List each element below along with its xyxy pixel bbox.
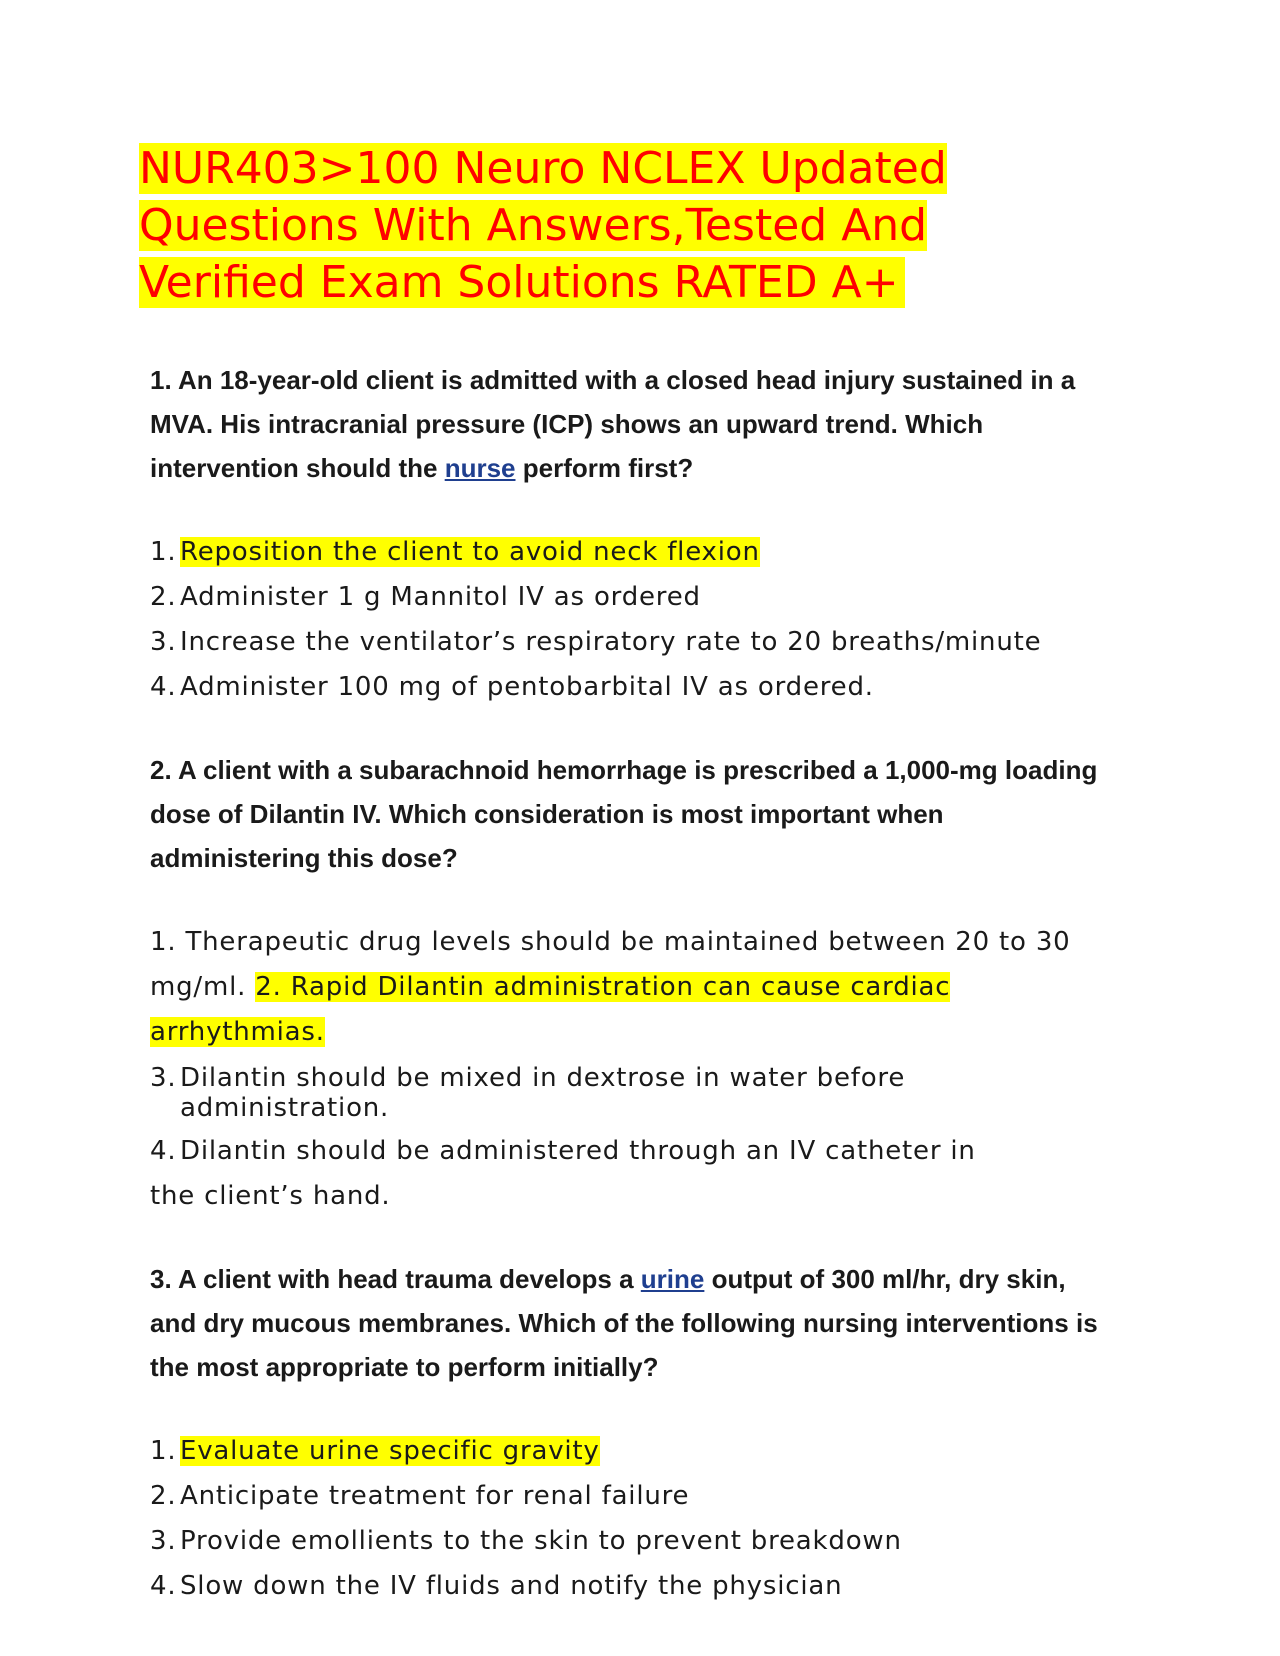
question-1 <box>150 358 1110 490</box>
question-2-option-4: 4. Dilantin should be administered through an IV catheter in <box>150 1136 976 1166</box>
question-1-option-4: 4. Administer 100 mg of pentobarbital IV as ordered. <box>150 672 874 702</box>
question-2-option-3: 3. Dilantin should be mixed in dextrose in water before administration. <box>150 1063 906 1123</box>
document-title <box>139 140 999 311</box>
question-1-option-3: 3. Increase the ventilator’s respiratory rate to 20 breaths/minute <box>150 627 1042 657</box>
document-title-text: NUR403>100 Neuro NCLEX Updated Questions With Answers,Tested And Verified Exam Solutions RATED A+ <box>139 143 947 308</box>
question-3-text: A client with head trauma develops a <box>177 1264 634 1294</box>
nurse-link[interactable]: nurse <box>444 453 516 483</box>
question-3-text-end: output of 300 ml/hr, dry skin, and dry mucous membranes. Which of the following nursing interventions is the most appropriate to perform initially? <box>150 1264 1098 1382</box>
question-2-options <box>150 1055 1110 1174</box>
question-3-options <box>150 1429 1110 1609</box>
question-1-number: 1. <box>150 365 172 395</box>
question-3-option-4: 4. Slow down the IV fluids and notify the physician <box>150 1571 843 1601</box>
question-3 <box>150 1257 1110 1389</box>
question-2-number: 2. <box>150 755 172 785</box>
question-1-text: An 18-year-old client is admitted with a closed head injury sustained in a MVA. His intracranial pressure (ICP) shows an upward trend. Which intervention should the <box>150 365 1076 483</box>
document-body <box>150 358 1110 1609</box>
question-2-option-4-continued: the client’s hand. <box>150 1181 391 1211</box>
question-3-number: 3. <box>150 1264 172 1294</box>
question-1-text-end: perform first? <box>522 453 694 483</box>
question-3-option-1: 1. Evaluate urine specific gravity <box>150 1436 600 1466</box>
correct-answer-highlight: Evaluate urine specific gravity <box>180 1436 600 1466</box>
question-1-options <box>150 530 1110 710</box>
question-1-option-2: 2. Administer 1 g Mannitol IV as ordered <box>150 582 701 612</box>
question-2 <box>150 748 1110 880</box>
correct-answer-highlight: 2. Rapid Dilantin administration can cause cardiac arrhythmias. <box>150 972 951 1047</box>
question-3-option-3: 3. Provide emollients to the skin to prevent breakdown <box>150 1526 902 1556</box>
question-2-text: A client with a subarachnoid hemorrhage is prescribed a 1,000-mg loading dose of Dilantin IV. Which consideration is most important when administering this dose? <box>150 755 1098 873</box>
question-3-option-2: 2. Anticipate treatment for renal failure <box>150 1481 690 1511</box>
question-1-option-1: 1. Reposition the client to avoid neck flexion <box>150 537 760 567</box>
question-2-options-1-2 <box>150 920 1110 1055</box>
correct-answer-highlight: Reposition the client to avoid neck flexion <box>180 537 760 567</box>
question-2-option-1: 1. Therapeutic drug levels should be maintained between 20 to 30 mg/ml. <box>150 927 1071 1002</box>
urine-link[interactable]: urine <box>640 1264 705 1294</box>
